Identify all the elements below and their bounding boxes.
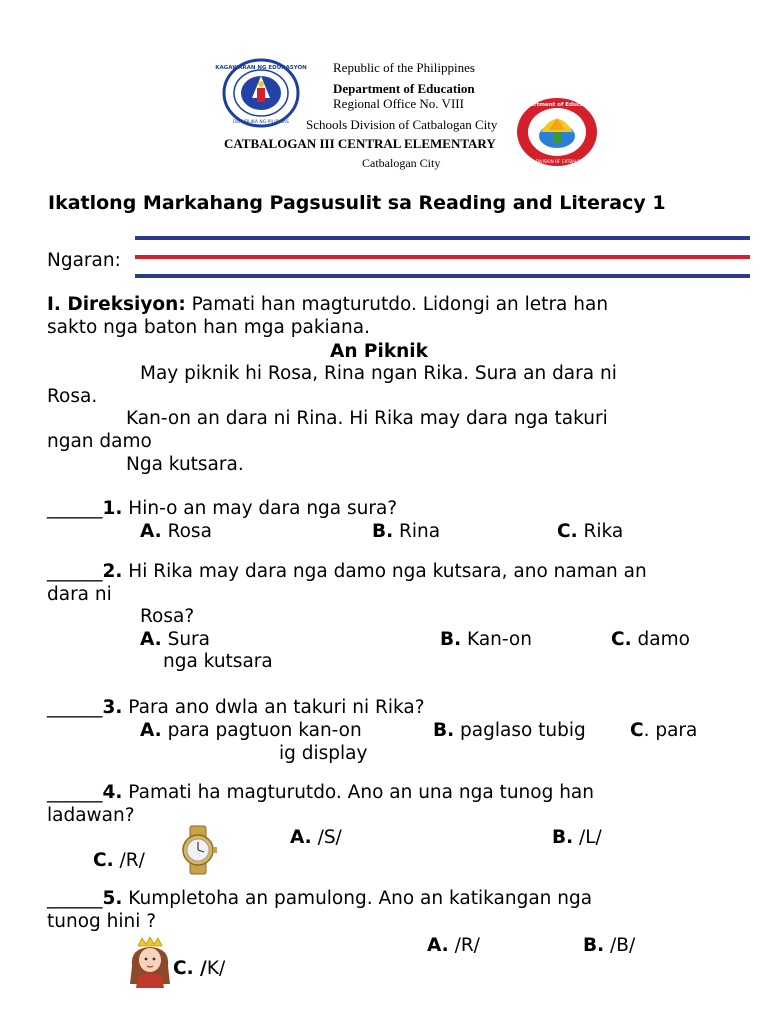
q4-choice-a[interactable] [290, 827, 342, 848]
choice-letter: A. [427, 935, 449, 956]
choice-text: para pagtuon kan-on [161, 720, 362, 741]
choice-letter: A. [290, 827, 312, 848]
deped-seal-bottom-text: REPUBLIKA NG PILIPINAS [233, 120, 289, 125]
q4-choice-c[interactable] [93, 850, 145, 871]
deped-seal-top-text: KAGAWARAN NG EDUKASYON [215, 65, 307, 71]
question-4-number: 4. [102, 782, 123, 803]
answer-blank-4[interactable]: ______ [47, 782, 103, 803]
choice-text: /B/ [604, 935, 636, 956]
q2-choice-a[interactable] [140, 629, 210, 650]
choice-letter: C [630, 720, 644, 741]
choice-letter: B. [552, 827, 574, 848]
question-5-number: 5. [102, 888, 123, 909]
choice-text: . para [643, 720, 698, 741]
question-5 [47, 888, 592, 909]
question-1-text: Hin-o an may dara nga sura? [122, 498, 398, 519]
choice-text: damo [631, 629, 690, 650]
header-city: Catbalogan City [362, 156, 441, 170]
q5-choice-c[interactable] [173, 958, 225, 979]
directions-line-1 [47, 294, 608, 315]
choice-text: K/ [206, 958, 226, 979]
choice-text: /L/ [573, 827, 602, 848]
question-1 [47, 498, 397, 519]
choice-letter: C. / [173, 958, 207, 979]
choice-text: /R/ [113, 850, 145, 871]
q1-choice-b[interactable] [372, 521, 440, 542]
answer-blank-2[interactable]: ______ [47, 561, 103, 582]
choice-letter: B. [433, 720, 455, 741]
choice-letter: C. [93, 850, 114, 871]
header-republic: Republic of the Philippines [333, 60, 475, 75]
header-regional-office: Regional Office No. VIII [333, 96, 464, 111]
choice-text: /S/ [311, 827, 342, 848]
choice-text: Rosa [161, 521, 212, 542]
choice-letter: B. [372, 521, 394, 542]
choice-text: paglaso tubig [454, 720, 586, 741]
header-division: Schools Division of Catbalogan City [306, 117, 498, 132]
choice-letter: A. [140, 521, 162, 542]
question-2-number: 2. [102, 561, 123, 582]
choice-text: Rina [393, 521, 441, 542]
division-seal-logo [515, 96, 599, 168]
choice-letter: B. [440, 629, 462, 650]
question-1-number: 1. [102, 498, 123, 519]
q3-choice-c-cont: ig display [279, 743, 368, 764]
answer-blank-5[interactable]: ______ [47, 888, 103, 909]
name-label: Ngaran: [47, 250, 121, 271]
q2-choice-c[interactable] [611, 629, 690, 650]
question-3-text: Para ano dwla an takuri ni Rika? [122, 697, 425, 718]
question-3 [47, 697, 425, 718]
story-line-1: May piknik hi Rosa, Rina ngan Rika. Sura an dara ni [140, 363, 617, 384]
question-3-number: 3. [102, 697, 123, 718]
q4-choice-b[interactable] [552, 827, 602, 848]
choice-letter: C. [557, 521, 578, 542]
choice-letter: A. [140, 629, 162, 650]
question-2-text-cont-2: Rosa? [140, 606, 195, 627]
choice-text: Sura [161, 629, 210, 650]
exam-title: Ikatlong Markahang Pagsusulit sa Reading and Literacy 1 [48, 192, 666, 214]
division-seal-bottom-text: SCHOOLS DIVISION OF CATBALOGAN CITY [514, 159, 600, 164]
question-5-text-cont: tunog hini ? [47, 911, 157, 932]
story-title: An Piknik [330, 341, 428, 362]
answer-blank-1[interactable]: ______ [47, 498, 103, 519]
header-department: Department of Education [333, 81, 475, 96]
answer-blank-3[interactable]: ______ [47, 697, 103, 718]
q5-choice-b[interactable] [583, 935, 635, 956]
directions-text-2: sakto nga baton han mga pakiana. [47, 317, 370, 338]
decorative-line-blue-bottom [135, 274, 750, 278]
q1-choice-a[interactable] [140, 521, 212, 542]
queen-picture [124, 936, 176, 988]
directions-label: I. Direksiyon: [47, 294, 186, 315]
directions-text-1: Pamati han magturutdo. Lidongi an letra han [185, 294, 609, 315]
q2-choice-c-cont: nga kutsara [163, 651, 273, 672]
q2-choice-b[interactable] [440, 629, 532, 650]
question-4-text: Pamati ha magturutdo. Ano an una nga tunog han [122, 782, 594, 803]
story-line-2: Rosa. [47, 386, 98, 407]
question-2-text: Hi Rika may dara nga damo nga kutsara, ano naman an [122, 561, 647, 582]
choice-letter: C. [611, 629, 632, 650]
q5-choice-a[interactable] [427, 935, 480, 956]
question-4-text-cont: ladawan? [47, 805, 135, 826]
deped-seal-logo [215, 58, 307, 128]
question-2 [47, 561, 647, 582]
q3-choice-c[interactable] [630, 720, 697, 741]
q1-choice-c[interactable] [557, 521, 623, 542]
header-school: CATBALOGAN III CENTRAL ELEMENTARY [224, 136, 496, 151]
choice-letter: A. [140, 720, 162, 741]
q3-choice-a[interactable] [140, 720, 362, 741]
story-line-5: Nga kutsara. [126, 454, 244, 475]
choice-text: Kan-on [461, 629, 532, 650]
choice-letter: B. [583, 935, 605, 956]
decorative-line-blue-top [135, 236, 750, 240]
question-5-text: Kumpletoha an pamulong. Ano an katikangan nga [122, 888, 593, 909]
story-line-3: Kan-on an dara ni Rina. Hi Rika may dara nga takuri [126, 408, 608, 429]
story-line-4: ngan damo [47, 431, 152, 452]
question-4 [47, 782, 594, 803]
q3-choice-b[interactable] [433, 720, 586, 741]
question-2-text-cont-1: dara ni [47, 584, 112, 605]
name-line-red [135, 255, 750, 259]
watch-picture [177, 826, 219, 874]
choice-text: /R/ [448, 935, 480, 956]
division-seal-top-text: Department of Education [517, 102, 597, 108]
choice-text: Rika [577, 521, 624, 542]
